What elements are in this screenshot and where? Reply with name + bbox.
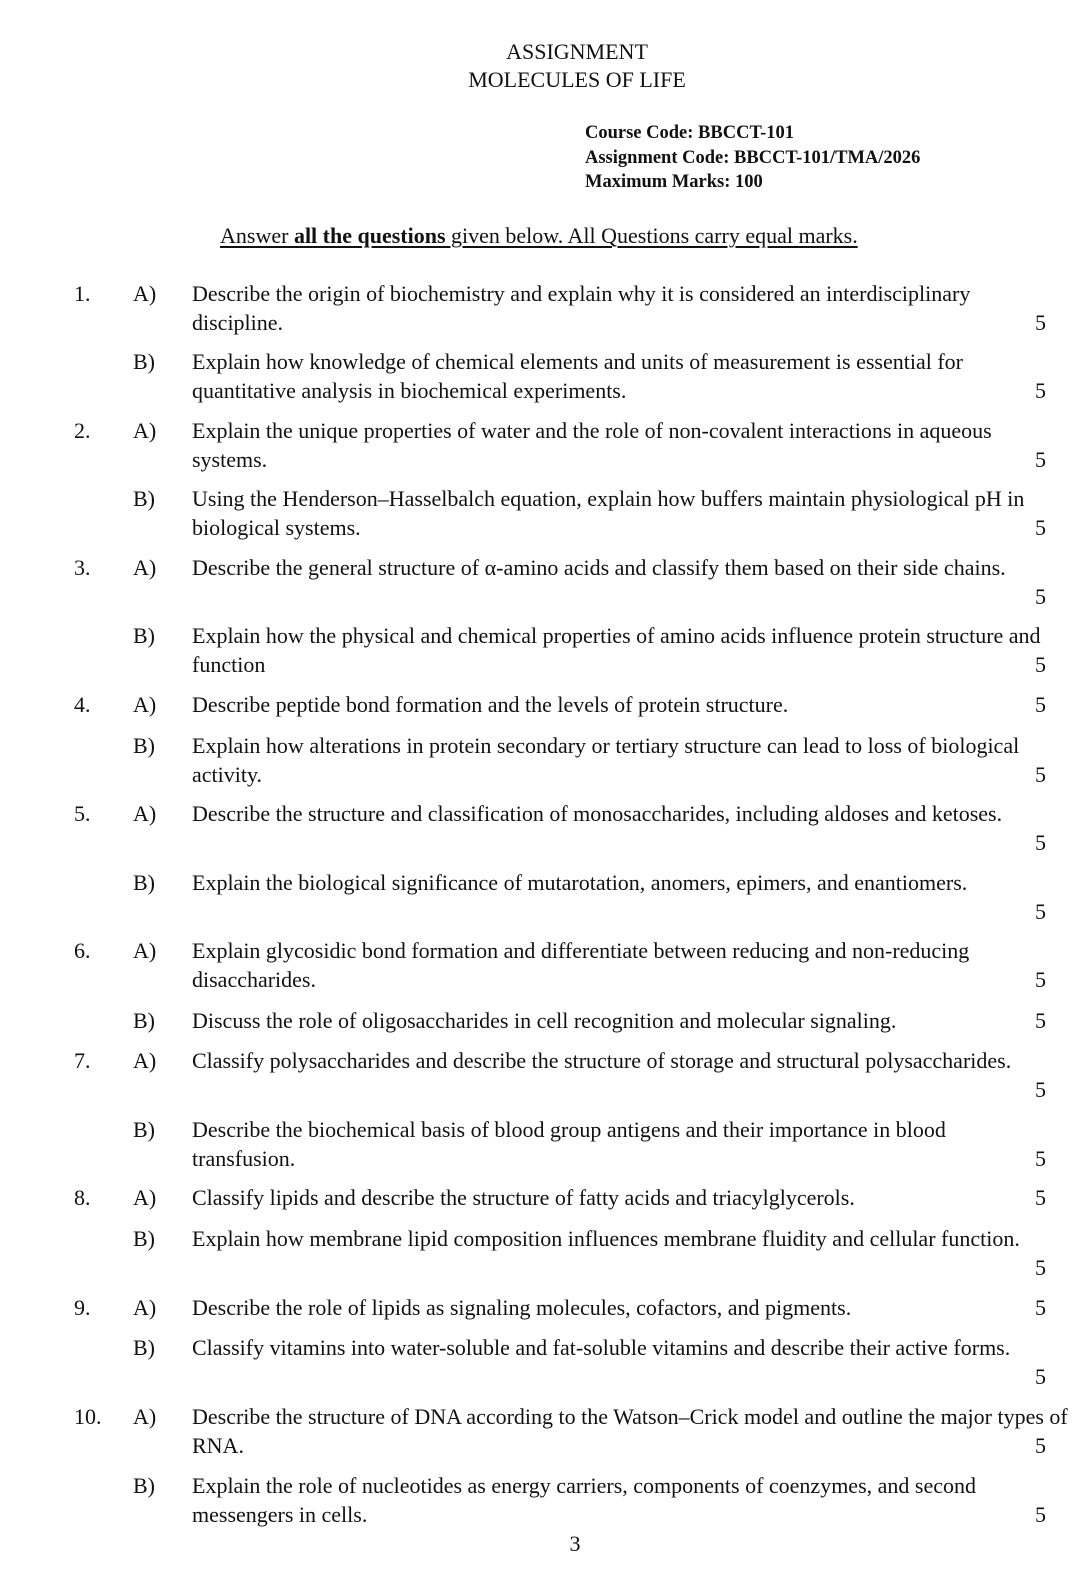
instruction-suffix: given below. All Questions carry equal marks. xyxy=(445,223,858,248)
question-number: 10. xyxy=(74,1404,102,1429)
question-text: Describe the general structure of α-amino acids and classify them based on their side chains. xyxy=(192,555,1006,580)
question-number: 8. xyxy=(74,1185,91,1210)
part-label: A) xyxy=(133,692,157,717)
marks: 5 xyxy=(1035,1185,1046,1210)
part-label: B) xyxy=(133,1117,155,1142)
part-label: A) xyxy=(133,1404,157,1429)
marks: 5 xyxy=(1035,1077,1046,1102)
marks: 5 xyxy=(1035,1364,1046,1389)
question-text: Classify lipids and describe the structure of fatty acids and triacylglycerols. xyxy=(192,1185,855,1210)
question-number: 2. xyxy=(74,418,91,443)
question-number: 4. xyxy=(74,692,91,717)
question-text: Explain glycosidic bond formation and differentiate between reducing and non-reducing disaccharides. xyxy=(192,938,970,992)
part-label: A) xyxy=(133,938,157,963)
marks: 5 xyxy=(1035,515,1046,540)
marks: 5 xyxy=(1035,1502,1046,1527)
question-text: Explain how alterations in protein secondary or tertiary structure can lead to loss of biological activity. xyxy=(192,733,1020,787)
maximum-marks: Maximum Marks: 100 xyxy=(585,172,763,192)
question-number: 6. xyxy=(74,938,91,963)
question-number: 7. xyxy=(74,1048,91,1073)
question-text: Describe the role of lipids as signaling molecules, cofactors, and pigments. xyxy=(192,1295,852,1320)
part-label: B) xyxy=(133,733,155,758)
marks: 5 xyxy=(1035,378,1046,403)
part-label: A) xyxy=(133,281,157,306)
question-text: Describe the biochemical basis of blood group antigens and their importance in blood transfusion. xyxy=(192,1117,946,1171)
question-text: Describe peptide bond formation and the levels of protein structure. xyxy=(192,692,789,717)
marks: 5 xyxy=(1035,584,1046,609)
course-code: Course Code: BBCCT-101 xyxy=(585,123,794,143)
marks: 5 xyxy=(1035,1008,1046,1033)
part-label: A) xyxy=(133,1185,157,1210)
question-text: Explain how membrane lipid composition influences membrane fluidity and cellular function. xyxy=(192,1226,1020,1251)
question-text: Explain how knowledge of chemical elements and units of measurement is essential for quantitative analysis in biochemical experiments. xyxy=(192,349,963,403)
instruction-line xyxy=(220,222,858,250)
part-label: B) xyxy=(133,349,155,374)
question-number: 1. xyxy=(74,281,91,306)
question-text: Discuss the role of oligosaccharides in cell recognition and molecular signaling. xyxy=(192,1008,897,1033)
part-label: A) xyxy=(133,1295,157,1320)
question-text: Describe the structure and classification of monosaccharides, including aldoses and ketoses. xyxy=(192,801,1003,826)
marks: 5 xyxy=(1035,1433,1046,1458)
document-title: ASSIGNMENT xyxy=(506,39,648,64)
question-text: Classify vitamins into water-soluble and fat-soluble vitamins and describe their active forms. xyxy=(192,1335,1011,1360)
marks: 5 xyxy=(1035,447,1046,472)
part-label: A) xyxy=(133,418,157,443)
question-number: 9. xyxy=(74,1295,91,1320)
marks: 5 xyxy=(1035,1295,1046,1320)
marks: 5 xyxy=(1035,1255,1046,1280)
course-info-block xyxy=(585,121,920,195)
part-label: B) xyxy=(133,1008,155,1033)
question-text: Using the Henderson–Hasselbalch equation, explain how buffers maintain physiological pH in biological systems. xyxy=(192,486,1025,540)
part-label: A) xyxy=(133,1048,157,1073)
instruction-prefix: Answer xyxy=(220,223,294,248)
part-label: B) xyxy=(133,1335,155,1360)
part-label: B) xyxy=(133,623,155,648)
part-label: A) xyxy=(133,801,157,826)
marks: 5 xyxy=(1035,652,1046,677)
question-text: Classify polysaccharides and describe the structure of storage and structural polysaccharides. xyxy=(192,1048,1012,1073)
part-label: B) xyxy=(133,1473,155,1498)
question-text: Explain the biological significance of mutarotation, anomers, epimers, and enantiomers. xyxy=(192,870,968,895)
instruction-emphasis: all the questions xyxy=(293,223,446,248)
assignment-code: Assignment Code: BBCCT-101/TMA/2026 xyxy=(585,147,921,168)
marks: 5 xyxy=(1035,310,1046,335)
page-number: 3 xyxy=(569,1531,581,1556)
question-text: Explain how the physical and chemical properties of amino acids influence protein structure and function xyxy=(192,623,1041,677)
question-text: Explain the unique properties of water and the role of non-covalent interactions in aqueous systems. xyxy=(192,418,992,472)
marks: 5 xyxy=(1035,762,1046,787)
question-text: Explain the role of nucleotides as energy carriers, components of coenzymes, and second messengers in cells. xyxy=(192,1473,976,1527)
marks: 5 xyxy=(1035,967,1046,992)
part-label: B) xyxy=(133,1226,155,1251)
question-number: 5. xyxy=(74,801,91,826)
marks: 5 xyxy=(1035,830,1046,855)
marks: 5 xyxy=(1035,899,1046,924)
part-label: B) xyxy=(133,486,155,511)
document-subtitle: MOLECULES OF LIFE xyxy=(468,67,686,92)
part-label: A) xyxy=(133,555,157,580)
marks: 5 xyxy=(1035,1146,1046,1171)
question-text: Describe the structure of DNA according to the Watson–Crick model and outline the major types of RNA. xyxy=(192,1404,1068,1458)
part-label: B) xyxy=(133,870,155,895)
question-text: Describe the origin of biochemistry and explain why it is considered an interdisciplinary discipline. xyxy=(192,281,971,335)
marks: 5 xyxy=(1035,692,1046,717)
question-number: 3. xyxy=(74,555,91,580)
